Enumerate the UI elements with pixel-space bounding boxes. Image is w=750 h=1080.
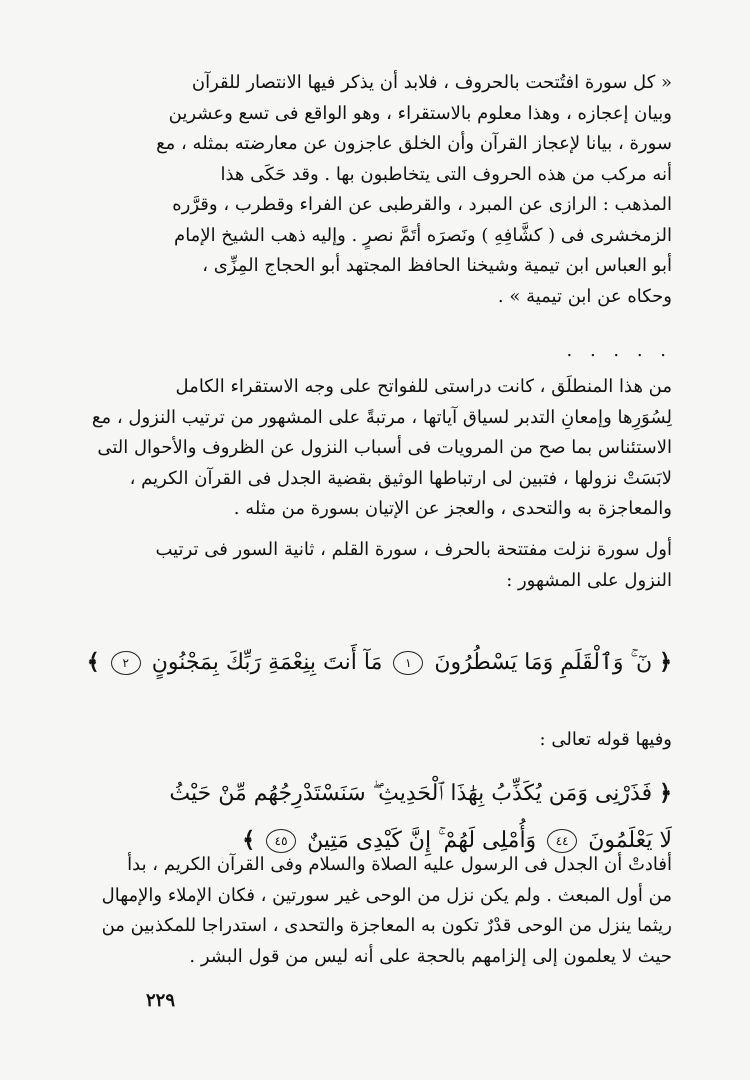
- verse-text: مَآ أَنتَ بِنِعْمَةِ رَبِّكَ بِمَجْنُونٍ: [151, 650, 383, 675]
- text-line: وحكاه عن ابن تيمية » .: [497, 285, 672, 307]
- text-line: المذهب : الرازى عن المبرد ، والقرطبى عن الفراء وقطرب ، وقرَّره: [172, 194, 672, 215]
- text-line: النزول على المشهور :: [506, 569, 672, 591]
- text-line: وبيان إعجازه ، وهذا معلوم بالاستقراء ، وهو الواقع فى تسع وعشرين: [168, 102, 672, 124]
- text-line: أفادتْ أن الجدل فى الرسول عليه الصلاة والسلام وفى القرآن الكريم ، بدأ: [127, 854, 672, 875]
- ayah-number: ٤٤: [547, 829, 577, 853]
- paragraph-4: [72, 850, 672, 972]
- paragraph-2: [72, 372, 672, 525]
- ayah-number: ١: [393, 651, 423, 675]
- verse-open-bracket: ﴿: [659, 780, 672, 806]
- ayah-number: ٢: [111, 651, 141, 675]
- verse-open-bracket: ﴿: [659, 649, 672, 675]
- verse-close-bracket: ﴾: [86, 649, 100, 675]
- text-line: لِسُوَرِها وإمعانِ التدبر لسياق آياتها ، مرتبةً على المشهور من ترتيب النزول ، مع: [91, 406, 672, 428]
- text-line: والمعاجزة به والتحدى ، والعجز عن الإتيان بسورة من مثله .: [233, 498, 672, 519]
- text-line: من هذا المنطلَق ، كانت دراستى للفواتح على وجه الاستقراء الكامل: [175, 376, 672, 397]
- text-line: أول سورة نزلت مفتتحة بالحرف ، سورة القلم ، ثانية السور فى ترتيب: [155, 539, 672, 560]
- page-number: ٢٢٩: [145, 990, 175, 1011]
- verse-close-bracket: ﴾: [242, 827, 256, 853]
- text-line: سورة ، بيانا لإعجاز القرآن وأن الخلق عاجزون عن معارضته بمثله ، مع: [156, 133, 672, 154]
- verse-text: وَأُمْلِى لَهُمْ ۚ إِنَّ كَيْدِى مَتِينٌ: [307, 828, 537, 853]
- section-separator: . . . . .: [566, 340, 672, 361]
- verse-text: فَذَرْنِى وَمَن يُكَذِّبُ بِهَٰذَا ٱلْحَدِيثِ ۖ سَنَسْتَدْرِجُهُم مِّنْ حَيْثُ: [169, 781, 653, 806]
- text-line: « كل سورة افتُتحت بالحروف ، فلابد أن يذكر فيها الانتصار للقرآن: [191, 72, 672, 93]
- quote-paragraph: [72, 68, 672, 312]
- text-line: الزمخشرى فى ( كشَّافِهِ ) ونَصرَه أتَمَّ نصرٍ . وإليه ذهب الشيخ الإمام: [174, 224, 672, 246]
- paragraph-3: [72, 535, 672, 596]
- quran-verse-1: [67, 642, 672, 683]
- text-line: أبو العباس ابن تيمية وشيخنا الحافظ المجتهد أبو الحجاج المِزِّى ،: [202, 255, 672, 276]
- ayah-number: ٤٥: [266, 829, 296, 853]
- verse-line: [57, 770, 672, 817]
- text-line: لابَسَتْ نزولها ، فتبين لى ارتباطها الوثيق بقضية الجدل فى القرآن الكريم ،: [129, 467, 672, 489]
- text-line: أنه مركب من هذه الحروف التى يتخاطبون بها . وقد حَكَى هذا: [220, 163, 672, 185]
- text-line: حيث لا يعلمون إلى إلزامهم بالحجة على أنه ليس من قول البشر .: [189, 945, 672, 967]
- verse-text: نٓ ۚ وَٱلْقَلَمِ وَمَا يَسْطُرُونَ: [434, 650, 653, 675]
- verse-text: لَا يَعْلَمُونَ: [588, 828, 672, 853]
- text-line: من أول المبعث . ولم يكن نزل من الوحى غير سورتين ، فكان الإملاء والإمهال: [101, 884, 672, 906]
- text-line: ريثما ينزل من الوحى قدْرٌ تكون به المعاجزة والتحدى ، استدراجا للمكذبين من: [101, 915, 672, 936]
- verse-2-intro: وفيها قوله تعالى :: [539, 729, 672, 750]
- text-line: الاستئناس بما صح من المرويات فى أسباب النزول عن الظروف والأحوال التى: [97, 437, 672, 458]
